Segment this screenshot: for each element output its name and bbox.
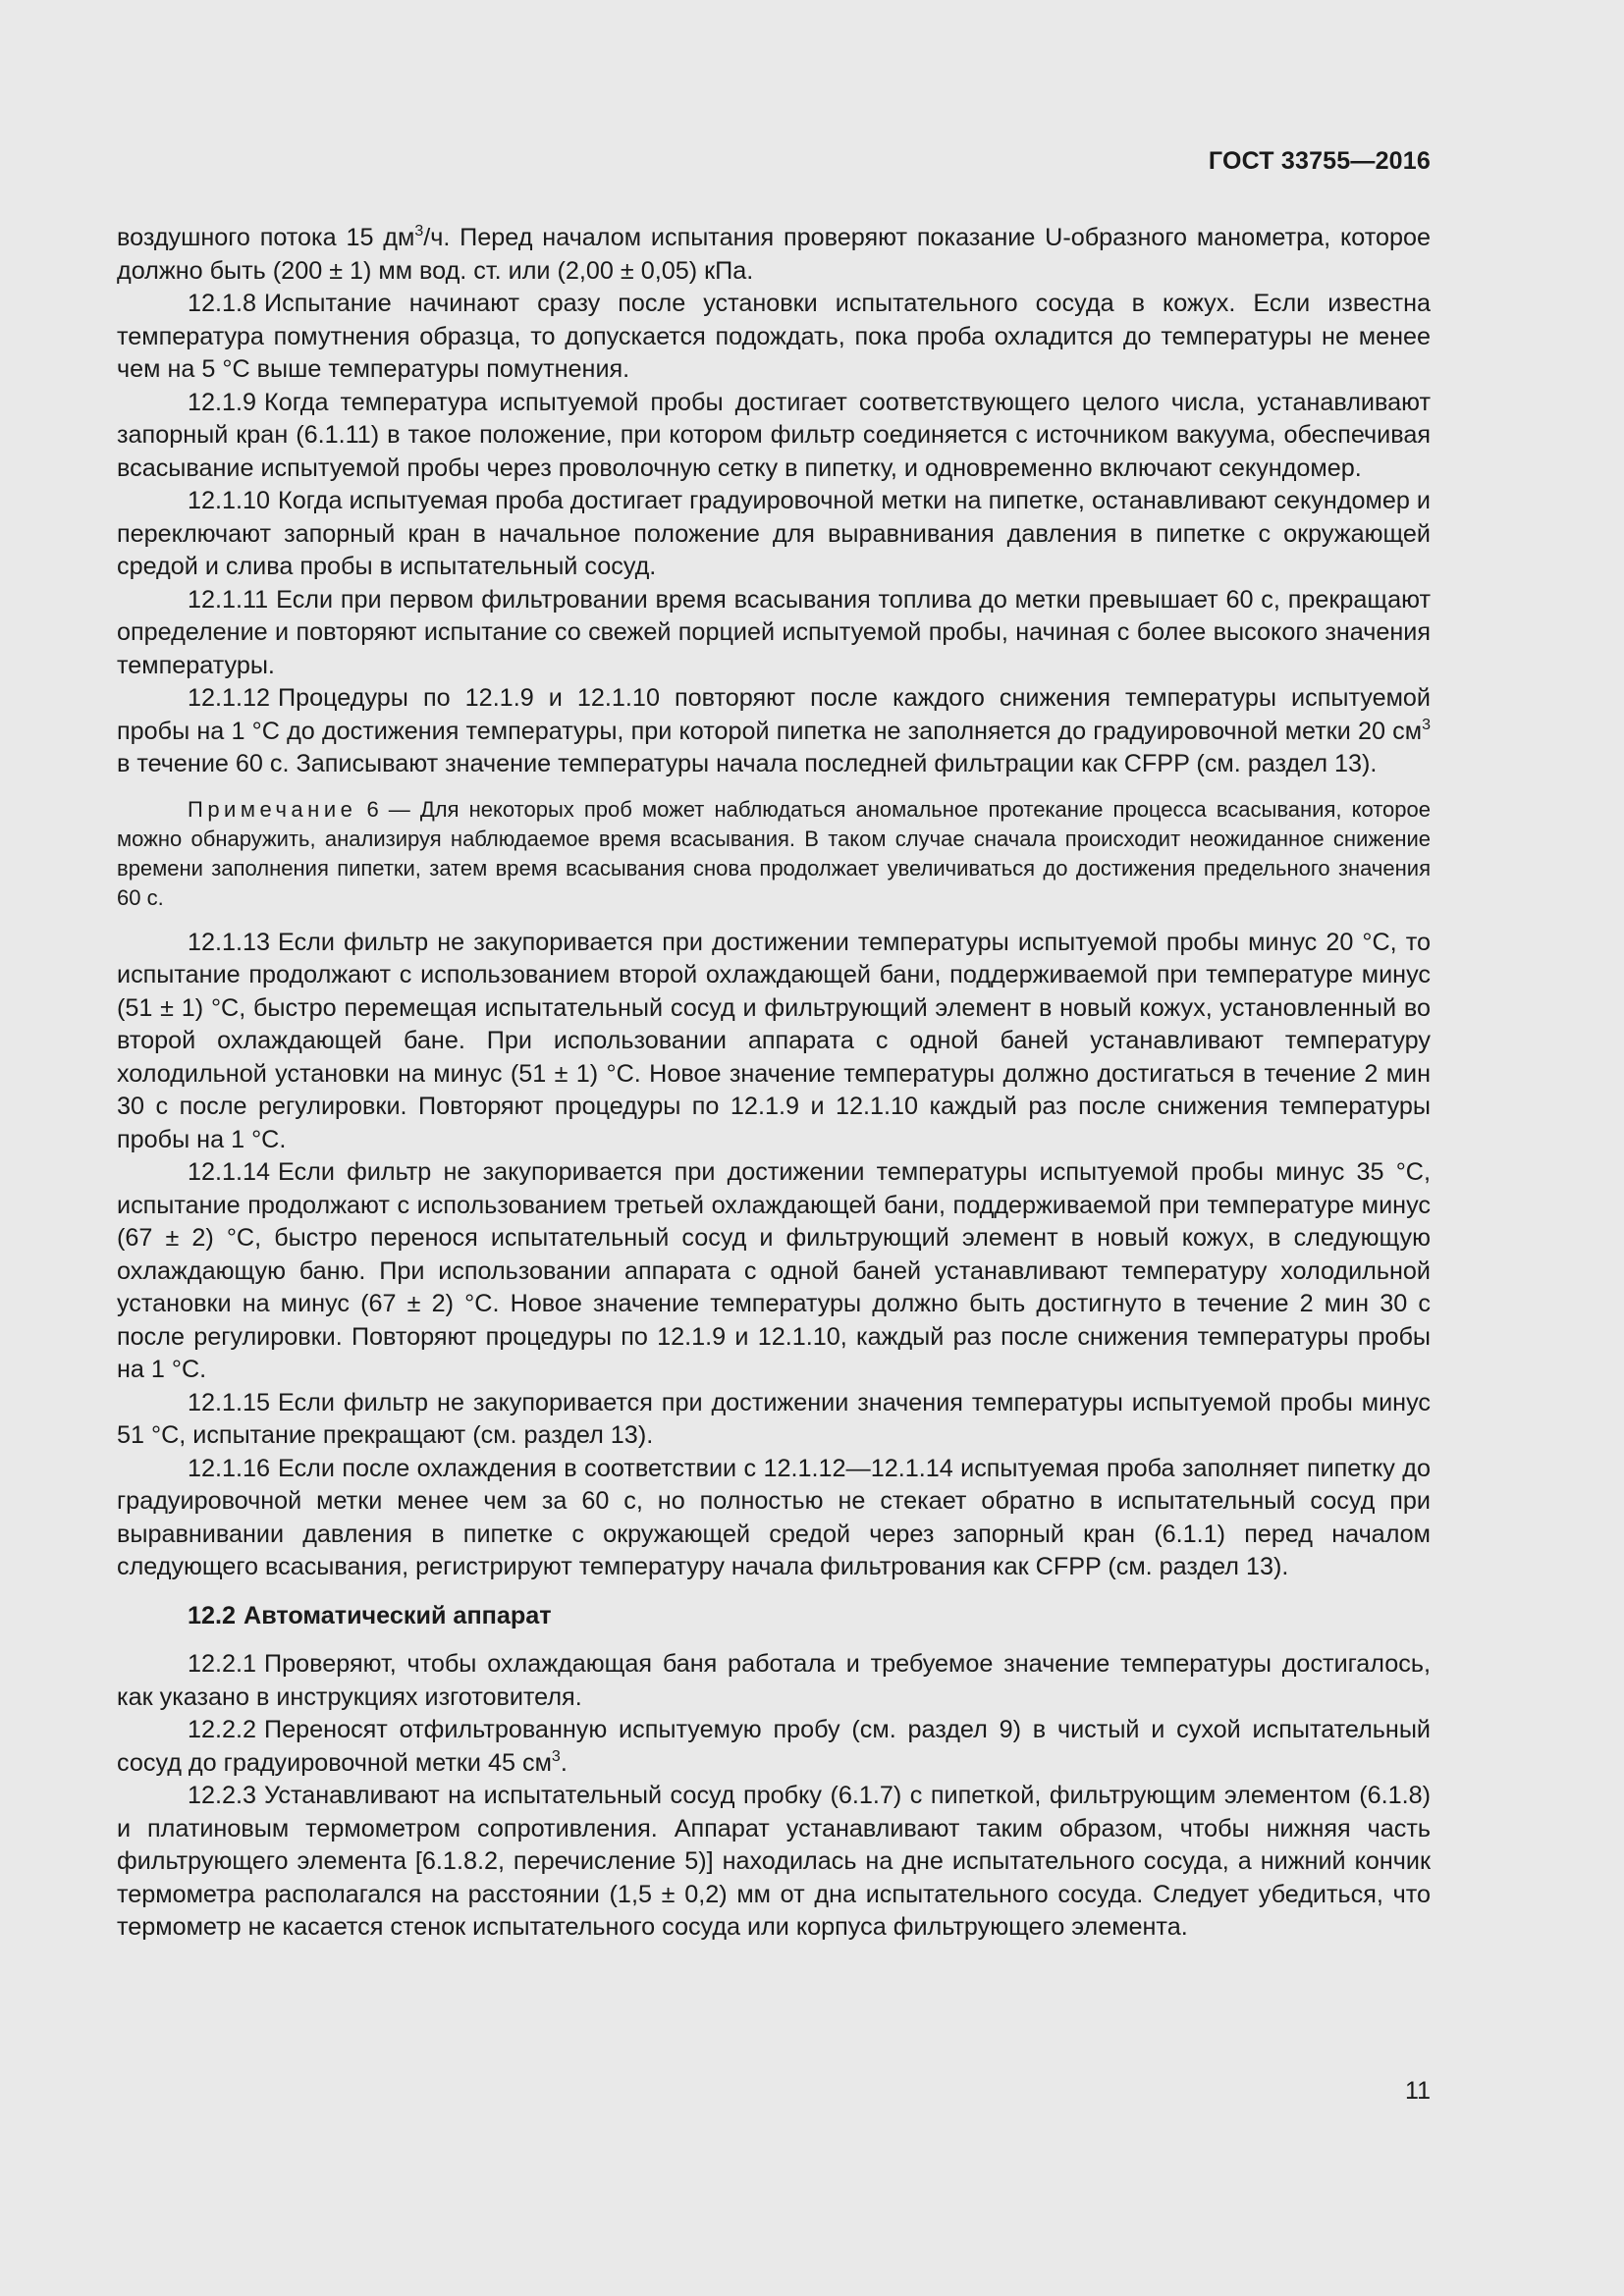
paragraph-text: Устанавливают на испытательный сосуд пробку (6.1.7) с пипеткой, фильтрующим элементом (6.1.8) и платиновым термометром сопротивления. Аппарат устанавливают таким образом, чтобы нижняя часть фильтрующего элемента [6.1.8.2, перечисление 5)] находилась на дне испытательного сосуда, а нижний кончик термометра располагался на расстоянии (1,5 ± 0,2) мм от дна испытательного сосуда. Следует убедиться, что термометр не касается стенок испытательного сосуда или корпуса фильтрующего элемента. [117, 1782, 1431, 1941]
superscript: 3 [551, 1747, 561, 1765]
paragraph-12-1-8 [117, 288, 1431, 387]
section-number: 12.2 [188, 1601, 237, 1629]
paragraph-continuation [117, 222, 1431, 288]
paragraph-12-1-9 [117, 387, 1431, 486]
paragraph-12-1-12 [117, 682, 1431, 781]
paragraph-12-1-16 [117, 1453, 1431, 1584]
paragraph-12-2-3 [117, 1780, 1431, 1945]
paragraph-12-2-1 [117, 1648, 1431, 1714]
paragraph-text: Проверяют, чтобы охлаждающая баня работала и требуемое значение температуры достигалось, как указано в инструкциях изготовителя. [117, 1650, 1431, 1711]
clause-number: 12.1.10 [188, 487, 271, 514]
paragraph-text: /ч. Перед началом испытания проверяют показание U-образного манометра, которое должно быть (200 ± 1) мм вод. ст. или (2,00 ± 0,05) кПа. [117, 224, 1431, 285]
clause-number: 12.1.9 [188, 388, 257, 416]
document-code: ГОСТ 33755—2016 [1208, 147, 1431, 175]
clause-number: 12.2.2 [188, 1716, 257, 1743]
superscript: 3 [414, 223, 424, 240]
paragraph-text: Процедуры по 12.1.9 и 12.1.10 повторяют после каждого снижения температуры испытуемой пробы на 1 °С до достижения температуры, при которой пипетка не заполняется до градуировочной метки 20 см [117, 684, 1431, 745]
clause-number: 12.1.12 [188, 684, 271, 712]
clause-number: 12.2.1 [188, 1650, 257, 1678]
note-text: 6 — Для некоторых проб может наблюдаться аномальное протекание процесса всасывания, которое можно обнаружить, анализируя наблюдаемое время всасывания. В таком случае сначала происходит неожиданное снижение времени заполнения пипетки, затем время всасывания снова продолжает увеличиваться до достижения предельного значения 60 с. [117, 796, 1431, 910]
page-number: 11 [1405, 2077, 1431, 2105]
paragraph-text: Если при первом фильтровании время всасывания топлива до метки превышает 60 с, прекращают определение и повторяют испытание со свежей порцией испытуемой пробы, начиная с более высокого значения температуры. [117, 585, 1431, 679]
paragraph-text: Переносят отфильтрованную испытуемую пробу (см. раздел 9) в чистый и сухой испытательный сосуд до градуировочной метки 45 см [117, 1716, 1431, 1777]
note-label: Примечание [188, 796, 357, 822]
document-body [117, 222, 1431, 1945]
note-6 [117, 795, 1431, 913]
paragraph-12-1-11 [117, 584, 1431, 683]
clause-number: 12.1.13 [188, 928, 271, 956]
paragraph-text: Когда испытуемая проба достигает градуировочной метки на пипетке, останавливают секундомер и переключают запорный кран в начальное положение для выравнивания давления в пипетке с окружающей средой и слива пробы в испытательный сосуд. [117, 487, 1431, 580]
clause-number: 12.2.3 [188, 1782, 257, 1809]
paragraph-text: Когда температура испытуемой пробы достигает соответствующего целого числа, устанавливают запорный кран (6.1.11) в такое положение, при котором фильтр соединяется с источником вакуума, обеспечивая всасывание испытуемой пробы через проволочную сетку в пипетку, и одновременно включают секундомер. [117, 388, 1431, 482]
paragraph-12-1-13 [117, 927, 1431, 1157]
paragraph-text: Испытание начинают сразу после установки испытательного сосуда в кожух. Если известна температура помутнения образца, то допускается подождать, пока проба охладится до температуры не менее чем на 5 °С выше температуры помутнения. [117, 290, 1431, 383]
superscript: 3 [1422, 716, 1431, 733]
paragraph-text: воздушного потока 15 дм [117, 224, 415, 251]
section-title: Автоматический аппарат [244, 1601, 552, 1629]
paragraph-text: Если фильтр не закупоривается при достижении значения температуры испытуемой пробы минус 51 °С, испытание прекращают (см. раздел 13). [117, 1388, 1431, 1449]
paragraph-text: Если фильтр не закупоривается при достижении температуры испытуемой пробы минус 20 °С, то испытание продолжают с использованием второй охлаждающей бани, поддерживаемой при температуре минус (51 ± 1) °С, быстро перемещая испытательный сосуд и фильтрующий элемент в новый кожух, установленный во второй охлаждающей бане. При использовании аппарата с одной баней устанавливают температуру холодильной установки на минус (51 ± 1) °С. Новое значение температуры должно достигаться в течение 2 мин 30 с после регулировки. Повторяют процедуры по 12.1.9 и 12.1.10 каждый раз после снижения температуры пробы на 1 °С. [117, 928, 1431, 1153]
paragraph-12-1-14 [117, 1156, 1431, 1387]
clause-number: 12.1.8 [188, 290, 257, 317]
clause-number: 12.1.14 [188, 1158, 271, 1186]
clause-number: 12.1.16 [188, 1454, 271, 1482]
paragraph-text: . [560, 1748, 568, 1777]
section-heading-12-2 [117, 1600, 1431, 1633]
paragraph-12-1-10 [117, 485, 1431, 584]
paragraph-12-1-15 [117, 1387, 1431, 1453]
paragraph-12-2-2 [117, 1714, 1431, 1780]
paragraph-text: в течение 60 с. Записывают значение температуры начала последней фильтрации как CFPP (см. раздел 13). [117, 750, 1378, 777]
clause-number: 12.1.15 [188, 1388, 271, 1416]
paragraph-text: Если после охлаждения в соответствии с 12.1.12—12.1.14 испытуемая проба заполняет пипетку до градуировочной метки менее чем за 60 с, но полностью не стекает обратно в испытательный сосуд при выравнивании давления в пипетке с окружающей средой через запорный кран (6.1.1) перед началом следующего всасывания, регистрируют температуру начала фильтрования как CFPP (см. раздел 13). [117, 1454, 1431, 1580]
clause-number: 12.1.11 [188, 585, 269, 614]
paragraph-text: Если фильтр не закупоривается при достижении температуры испытуемой пробы минус 35 °С, испытание продолжают с использованием третьей охлаждающей бани, поддерживаемой при температуре минус (67 ± 2) °С, быстро перенося испытательный сосуд и фильтрующий элемент в новый кожух, в следующую охлаждающую баню. При использовании аппарата с одной баней устанавливают температуру холодильной установки на минус (67 ± 2) °С. Новое значение температуры должно быть достигнуто в течение 2 мин 30 с после регулировки. Повторяют процедуры по 12.1.9 и 12.1.10, каждый раз после снижения температуры пробы на 1 °С. [117, 1158, 1431, 1383]
